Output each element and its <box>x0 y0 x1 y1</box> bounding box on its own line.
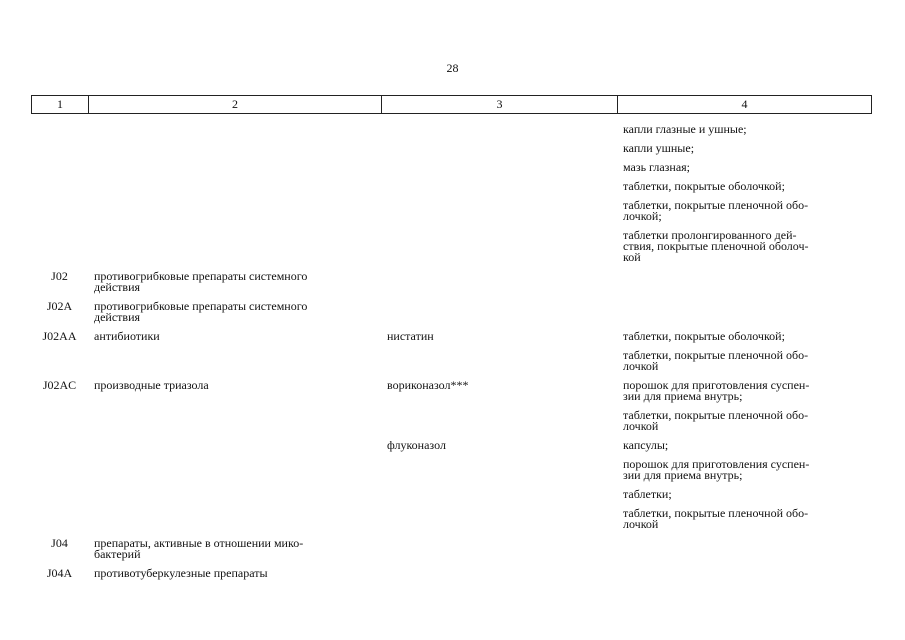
header-col-4: 4 <box>741 97 748 111</box>
table-row <box>31 568 872 587</box>
dosage-forms <box>623 230 868 263</box>
dosage-forms-line: капли глазные и ушные; <box>623 122 747 136</box>
dosage-forms-line: капсулы; <box>623 438 669 452</box>
dosage-forms <box>623 440 868 451</box>
table-row <box>31 380 872 410</box>
dosage-forms-line: порошок для приготовления суспен- <box>623 378 810 392</box>
pharmacological-group-line: действия <box>94 310 141 324</box>
dosage-forms <box>623 410 868 432</box>
table-row <box>31 410 872 440</box>
dosage-forms-line: таблетки; <box>623 487 672 501</box>
table-row <box>31 200 872 230</box>
pharmacological-group <box>94 380 374 391</box>
atc-code <box>31 568 88 579</box>
drug-name-line: нистатин <box>387 329 434 343</box>
dosage-forms-line: таблетки, покрытые пленочной обо- <box>623 348 809 362</box>
drug-name <box>387 440 615 451</box>
pharmacological-group-line: противотуберкулезные препараты <box>94 566 268 580</box>
dosage-forms <box>623 489 868 500</box>
pharmacological-group-line: препараты, активные в отношении мико- <box>94 536 304 550</box>
drug-name-line: флуконазол <box>387 438 446 452</box>
table-row <box>31 124 872 143</box>
dosage-forms-line: таблетки пролонгированного дей- <box>623 228 797 242</box>
header-col-3: 3 <box>382 96 618 113</box>
dosage-forms-line: ствия, покрытые пленочной оболоч- <box>623 239 809 253</box>
drug-name <box>387 331 615 342</box>
atc-code-line: J04 <box>51 536 68 550</box>
dosage-forms-line: порошок для приготовления суспен- <box>623 457 810 471</box>
table-row <box>31 350 872 380</box>
dosage-forms-line: лочкой <box>623 359 659 373</box>
page-number: 28 <box>446 61 459 75</box>
pharmacological-group <box>94 538 374 560</box>
dosage-forms-line: таблетки, покрытые пленочной обо- <box>623 408 809 422</box>
pharmacological-group-line: противогрибковые препараты системного <box>94 299 308 313</box>
pharmacological-group-line: бактерий <box>94 547 141 561</box>
table-row <box>31 271 872 301</box>
pharmacological-group <box>94 301 374 323</box>
dosage-forms <box>623 200 868 222</box>
dosage-forms-line: мазь глазная; <box>623 160 691 174</box>
dosage-forms-line: таблетки, покрытые оболочкой; <box>623 179 785 193</box>
table-row <box>31 143 872 162</box>
drug-name-line: вориконазол*** <box>387 378 469 392</box>
dosage-forms <box>623 143 868 154</box>
atc-code-line: J02A <box>46 299 73 313</box>
pharmacological-group-line: противогрибковые препараты системного <box>94 269 308 283</box>
header-col-2: 2 <box>89 96 382 113</box>
atc-code <box>31 331 88 342</box>
table-row <box>31 459 872 489</box>
pharmacological-group <box>94 271 374 293</box>
table-row <box>31 538 872 568</box>
header-col-1: 1 <box>32 96 89 113</box>
atc-code <box>31 380 88 391</box>
dosage-forms <box>623 508 868 530</box>
table-header <box>31 95 872 114</box>
atc-code-line: J02AA <box>42 329 77 343</box>
table-row <box>31 508 872 538</box>
dosage-forms-line: зии для приема внутрь; <box>623 389 743 403</box>
atc-code <box>31 301 88 312</box>
table-row <box>31 301 872 331</box>
atc-code-line: J04A <box>46 566 73 580</box>
dosage-forms <box>623 331 868 342</box>
dosage-forms <box>623 380 868 402</box>
atc-code <box>31 271 88 282</box>
dosage-forms-line: лочкой; <box>623 209 662 223</box>
pharmacological-group <box>94 568 374 579</box>
atc-code <box>31 538 88 549</box>
pharmacological-group-line: действия <box>94 280 141 294</box>
dosage-forms-line: лочкой <box>623 517 659 531</box>
dosage-forms <box>623 162 868 173</box>
dosage-forms-line: капли ушные; <box>623 141 695 155</box>
drug-name <box>387 380 615 391</box>
table-row <box>31 230 872 271</box>
atc-code-line: J02AC <box>42 378 77 392</box>
dosage-forms-line: зии для приема внутрь; <box>623 468 743 482</box>
atc-code-line: J02 <box>51 269 68 283</box>
dosage-forms-line: лочкой <box>623 419 659 433</box>
dosage-forms <box>623 181 868 192</box>
pharmacological-group-line: производные триазола <box>94 378 209 392</box>
dosage-forms-line: кой <box>623 250 641 264</box>
pharmacological-group-line: антибиотики <box>94 329 160 343</box>
dosage-forms <box>623 124 868 135</box>
dosage-forms <box>623 350 868 372</box>
dosage-forms-line: таблетки, покрытые пленочной обо- <box>623 506 809 520</box>
dosage-forms-line: таблетки, покрытые оболочкой; <box>623 329 785 343</box>
dosage-forms <box>623 459 868 481</box>
dosage-forms-line: таблетки, покрытые пленочной обо- <box>623 198 809 212</box>
pharmacological-group <box>94 331 374 342</box>
table-body <box>31 114 872 587</box>
